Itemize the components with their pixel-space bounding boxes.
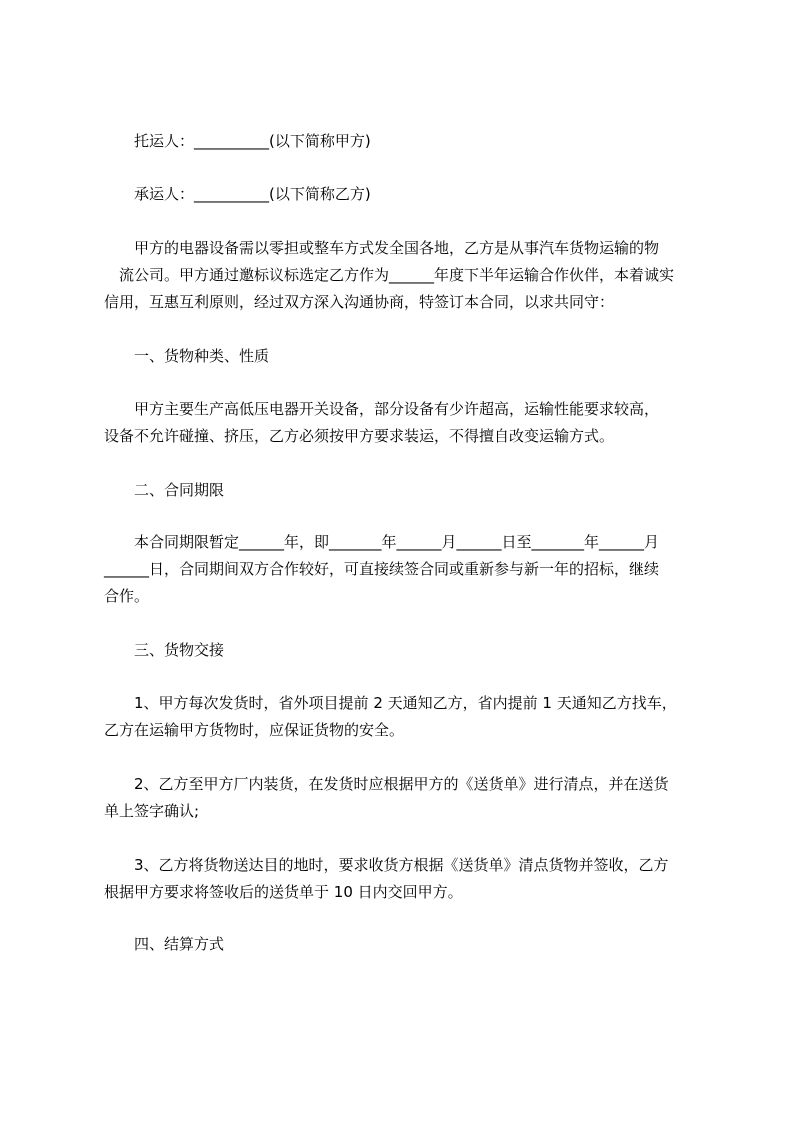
clause-2-line-1: 2、乙方至甲方厂内装货，在发货时应根据甲方的《送货单》进行清点，并在送货 [104,775,669,793]
clause-1-line-1: 1、甲方每次发货时，省外项目提前 2 天通知乙方，省内提前 1 天通知乙方找车， [104,694,677,712]
consignor-line: 托运人：__________(以下简称甲方) [104,132,371,150]
section-heading-4: 四、结算方式 [104,935,225,953]
clause-1-line-2: 乙方在运输甲方货物时，应保证货物的安全。 [104,721,405,739]
clause-2-line-2: 单上签字确认; [104,802,200,820]
carrier-line: 承运人：__________(以下简称乙方) [104,185,371,203]
section-2-paragraph-line-3: 合作。 [104,587,150,605]
section-1-paragraph-line-2: 设备不允许碰撞、挤压，乙方必须按甲方要求装运，不得擅自改变运输方式。 [104,427,615,445]
intro-paragraph-line-3: 信用，互惠互利原则，经过双方深入沟通协商，特签订本合同，以求共同守： [104,293,615,311]
section-2-paragraph-line-2: ______日，合同期间双方合作较好，可直接续签合同或重新参与新一年的招标，继续 [104,560,660,578]
clause-3-line-1: 3、乙方将货物送达目的地时，要求收货方根据《送货单》清点货物并签收，乙方 [104,856,669,874]
section-heading-1: 一、货物种类、性质 [104,347,270,365]
section-2-paragraph-line-1: 本合同期限暂定______年，即_______年______月______日至_______年______月 [104,533,660,551]
section-1-paragraph-line-1: 甲方主要生产高低压电器开关设备，部分设备有少许超高，运输性能要求较高， [104,400,660,418]
section-heading-3: 三、货物交接 [104,641,225,659]
intro-paragraph-line-2: 流公司。甲方通过邀标议标选定乙方作为______年度下半年运输合作伙伴，本着诚实 [104,266,675,284]
intro-paragraph-line-1: 甲方的电器设备需以零担或整车方式发全国各地，乙方是从事汽车货物运输的物 [104,239,660,257]
section-heading-2: 二、合同期限 [104,481,225,499]
clause-3-line-2: 根据甲方要求将签收后的送货单于 10 日内交回甲方。 [104,883,463,901]
